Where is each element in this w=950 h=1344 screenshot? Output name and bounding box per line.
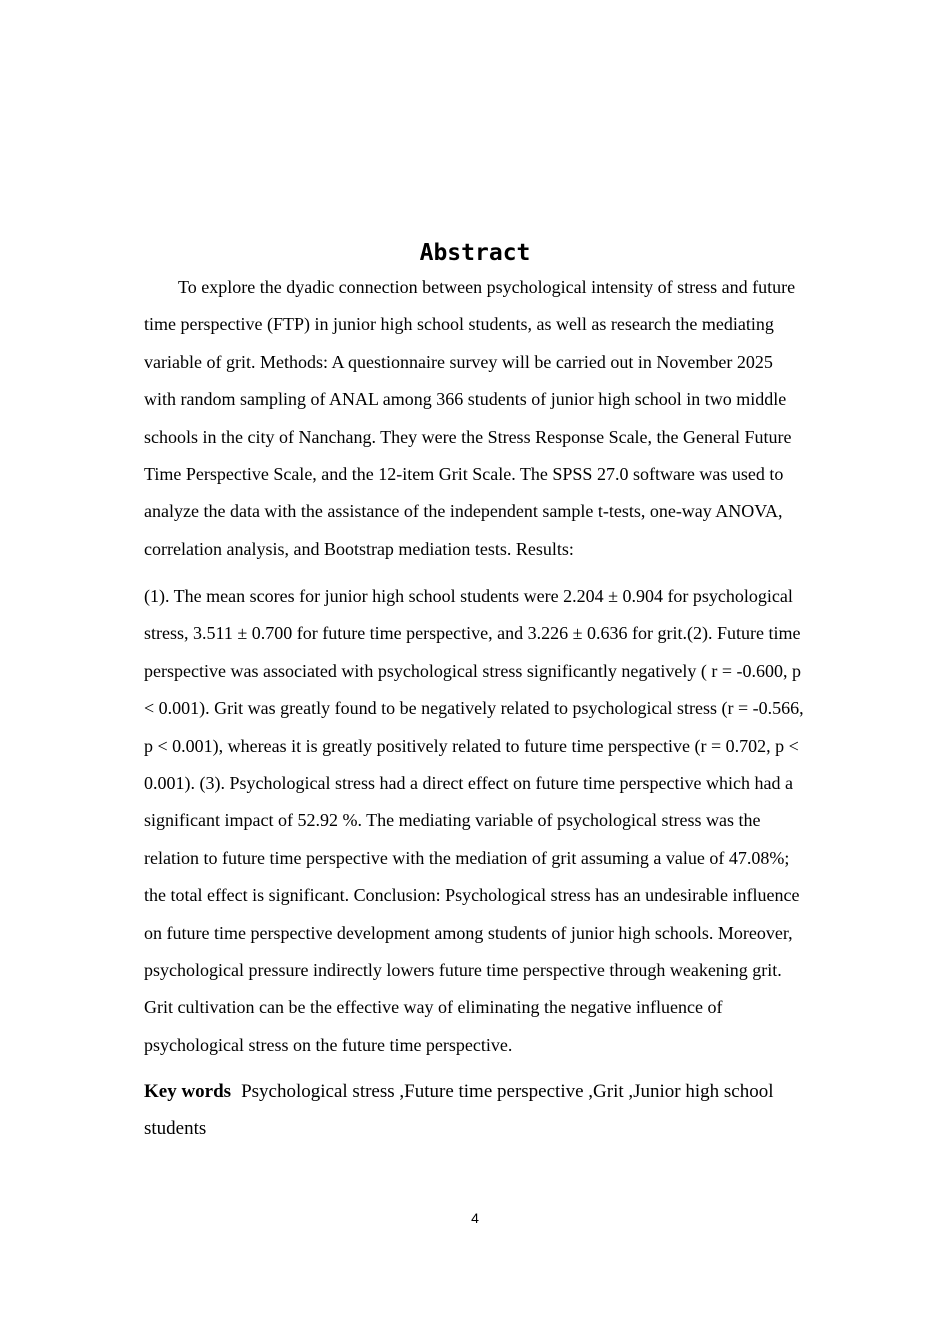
keywords-line bbox=[144, 1073, 806, 1148]
page-number: 4 bbox=[471, 1210, 479, 1226]
keywords-label: Key words bbox=[144, 1081, 232, 1102]
abstract-title: Abstract bbox=[419, 240, 531, 266]
abstract-paragraph-methods: To explore the dyadic connection between psychological intensity of stress and future time perspective (FTP) in junior high school students, as well as research the mediating variable of grit. Methods: A questionnaire survey will be carried out in November 2025 with random sampling of ANAL among 366 students of junior high school in two middle schools in the city of Nanchang. They were the Stress Response Scale, the General Future Time Perspective Scale, and the 12-item Grit Scale. The SPSS 27.0 software was used to analyze the data with the assistance of the independent sample t-tests, one-way ANOVA, correlation analysis, and Bootstrap mediation tests. Results: bbox=[144, 277, 796, 559]
abstract-paragraph-results: (1). The mean scores for junior high school students were 2.204 ± 0.904 for psychological stress, 3.511 ± 0.700 for future time perspective, and 3.226 ± 0.636 for grit.(2). Future time perspective was associated with psychological stress significantly negatively ( r = -0.600, p < 0.001). Grit was greatly found to be negatively related to psychological stress (r = -0.566, p < 0.001), whereas it is greatly positively related to future time perspective (r = 0.702, p < 0.001). (3). Psychological stress had a direct effect on future time perspective which had a significant impact of 52.92 %. The mediating variable of psychological stress was the relation to future time perspective with the mediation of grit assuming a value of 47.08%; the total effect is significant. Conclusion: Psychological stress has an undesirable influence on future time perspective development among students of junior high schools. Moreover, psychological pressure indirectly lowers future time perspective through weakening grit. Grit cultivation can be the effective way of eliminating the negative influence of psychological stress on the future time perspective. bbox=[144, 586, 804, 1055]
keywords-text: Psychological stress ,Future time perspective ,Grit ,Junior high school students bbox=[144, 1081, 774, 1140]
